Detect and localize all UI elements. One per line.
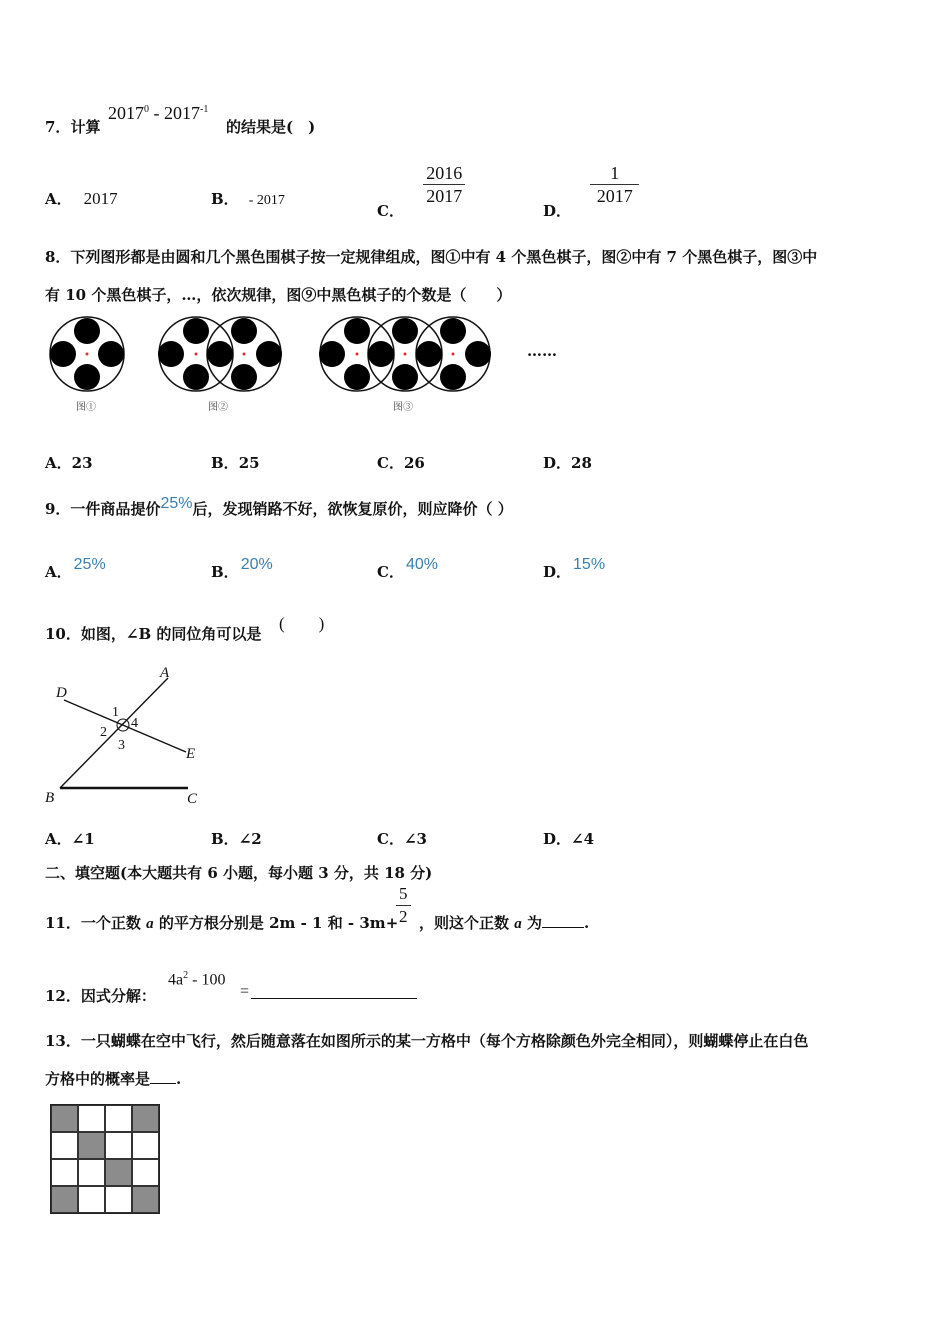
q10-figure <box>40 660 220 810</box>
q10-option-a[interactable]: A．∠1 <box>45 830 95 848</box>
q9-stem: 9．一件商品提价25%后，发现销路不好，欲恢复原价，则应降价（ ） <box>45 495 513 518</box>
q10-paren: ( ) <box>279 614 325 633</box>
q9-option-b[interactable]: B． 20% <box>211 556 273 581</box>
q8-option-b[interactable]: B．25 <box>211 454 260 472</box>
q7-stem-end: 的结果是( ) <box>226 118 316 136</box>
q8-option-c[interactable]: C．26 <box>377 454 425 472</box>
q8-figure <box>40 310 560 420</box>
q7-expression: $2017^0 - 2017^{-1}$ <box>108 103 209 123</box>
figure-2-label: 图② <box>208 402 228 413</box>
section-2-heading: 二、填空题(本大题共有 6 小题，每小题 3 分，共 18 分) <box>45 864 433 882</box>
line-de <box>64 700 186 752</box>
q7-c-denominator: 2017 <box>426 186 463 206</box>
q12-stem: 12．因式分解： <box>45 987 156 1005</box>
q8-ellipsis: …… <box>527 342 557 360</box>
q13-stem-line2: 方格中的概率是 . <box>45 1070 182 1088</box>
figure-1-label: 图① <box>76 402 96 413</box>
grid-cell-white <box>105 1132 132 1159</box>
q7-option-b[interactable]: B． - 2017 <box>211 190 285 208</box>
q7-c-numerator: 2016 <box>423 162 465 185</box>
grid-cell-white <box>78 1105 105 1132</box>
point-d: D <box>56 685 67 701</box>
q12-equals: = <box>240 983 250 1000</box>
angle-2: 2 <box>100 725 107 740</box>
q11-fraction: $\frac{5}{2}$ <box>396 883 411 928</box>
figure-1 <box>50 317 124 413</box>
q10-option-d[interactable]: D．∠4 <box>543 830 595 848</box>
grid-cell-white <box>132 1132 159 1159</box>
q11-stem-end: ，则这个正数 a 为 . <box>419 914 590 932</box>
point-a: A <box>160 665 170 681</box>
q9-option-c[interactable]: C． 40% <box>377 556 438 581</box>
figure-3 <box>319 317 491 413</box>
q8-option-d[interactable]: D．28 <box>543 454 592 472</box>
grid-cell-white <box>78 1186 105 1213</box>
q7-option-a[interactable]: A． 2017 <box>45 189 118 208</box>
q7-stem: 7．计算 <box>45 118 101 136</box>
grid-cell-white <box>51 1159 78 1186</box>
q7-option-d[interactable]: D． $\frac{1}{2017}$ <box>543 162 639 207</box>
angle-1: 1 <box>112 705 119 720</box>
q7-option-c[interactable]: C． $\frac{2016}{2017}$ <box>377 162 465 207</box>
grid-cell-gray <box>105 1159 132 1186</box>
angle-4: 4 <box>131 716 138 731</box>
grid-cell-white <box>105 1105 132 1132</box>
point-e: E <box>186 746 196 762</box>
grid-cell-white <box>132 1159 159 1186</box>
grid-cell-white <box>105 1186 132 1213</box>
q7-d-numerator: 1 <box>590 162 639 185</box>
grid-cell-gray <box>51 1105 78 1132</box>
grid-cell-gray <box>78 1132 105 1159</box>
q11-answer-blank[interactable] <box>542 927 584 928</box>
q12-answer-blank[interactable] <box>251 998 417 999</box>
grid-cell-white <box>51 1132 78 1159</box>
q13-grid <box>50 1104 160 1214</box>
figure-2 <box>158 317 282 413</box>
point-c: C <box>187 791 198 807</box>
q8-stem-line1: 8．下列图形都是由圆和几个黑色围棋子按一定规律组成，图①中有 4 个黑色棋子，图②中有 7 个黑色棋子，图③中 <box>45 248 818 266</box>
angle-3: 3 <box>118 738 125 753</box>
q10-stem: 10．如图，∠B 的同位角可以是 <box>45 625 262 643</box>
figure-3-label: 图③ <box>393 402 413 413</box>
q10-option-b[interactable]: B．∠2 <box>211 830 262 848</box>
grid-cell-gray <box>132 1105 159 1132</box>
q9-option-a[interactable]: A． 25% <box>45 556 106 581</box>
q12-expression: $4a^2 - 100$ <box>168 970 226 989</box>
grid-cell-white <box>78 1159 105 1186</box>
point-b: B <box>45 790 55 806</box>
grid-cell-gray <box>132 1186 159 1213</box>
q13-answer-blank[interactable] <box>150 1083 176 1084</box>
q10-option-c[interactable]: C．∠3 <box>377 830 427 848</box>
line-ba <box>60 678 168 788</box>
q7-d-denominator: 2017 <box>596 186 633 206</box>
grid-cell-gray <box>51 1186 78 1213</box>
q13-stem-line1: 13．一只蝴蝶在空中飞行，然后随意落在如图所示的某一方格中（每个方格除颜色外完全相同），则蝴蝶停止在白色 <box>45 1032 809 1050</box>
q8-option-a[interactable]: A．23 <box>45 454 93 472</box>
q11-stem: 11．一个正数 a 的平方根分别是 2m - 1 和 - 3m+ <box>45 914 399 932</box>
q8-stem-line2: 有 10 个黑色棋子，…，依次规律，图⑨中黑色棋子的个数是（ ） <box>45 286 512 304</box>
q9-option-d[interactable]: D． 15% <box>543 556 606 581</box>
